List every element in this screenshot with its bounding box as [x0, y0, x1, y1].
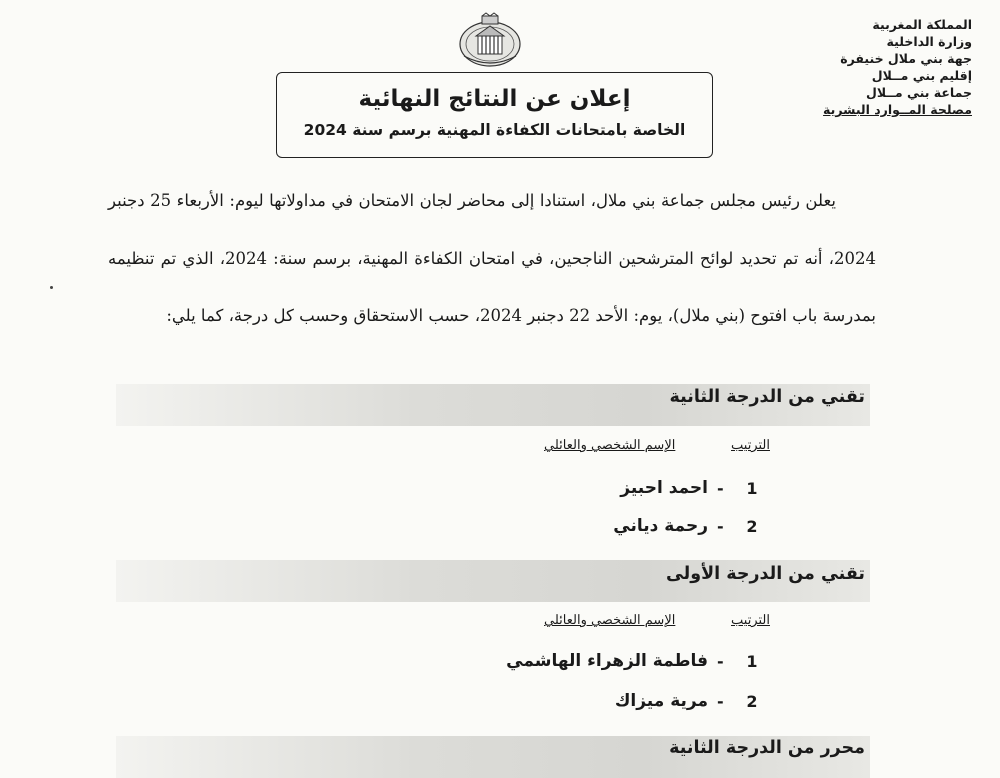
scan-speck [50, 286, 53, 289]
row-rank: 1 [746, 652, 758, 671]
rank-column-header: الترتيب [731, 438, 770, 453]
intro-paragraph [108, 172, 876, 345]
row-dash: - [717, 692, 724, 711]
candidate-name: احمد احبيز [620, 478, 708, 498]
row-dash: - [717, 517, 724, 536]
rank-column-header: الترتيب [731, 613, 770, 628]
section-title: محرر من الدرجة الثانية [669, 738, 865, 758]
administration-header [812, 16, 972, 118]
candidate-name: مرية ميزاك [614, 691, 708, 711]
row-rank: 2 [746, 692, 758, 711]
name-column-header: الإسم الشخصي والعائلي [544, 613, 676, 628]
header-ministry: وزارة الداخلية [886, 34, 972, 49]
row-dash: - [717, 479, 724, 498]
candidate-name: فاطمة الزهراء الهاشمي [506, 651, 708, 671]
announcement-title: إعلان عن النتائج النهائية [358, 86, 631, 112]
royal-emblem-icon [458, 12, 522, 68]
header-province: إقليم بني مــلال [871, 68, 972, 83]
name-column-header: الإسم الشخصي والعائلي [544, 438, 676, 453]
header-department: مصلحة المــوارد البشرية [823, 102, 972, 117]
header-region: جهة بني ملال خنيفرة [840, 51, 972, 66]
intro-text: يعلن رئيس مجلس جماعة بني ملال، استنادا إلى محاضر لجان الامتحان في مداولاتها ليوم: الأربعاء 25 دجنبر 2024، أنه تم تحديد لوائح المترشحين الناجحين، في امتحان الكفاءة المهنية، برسم سنة: 2024، الذي تم تنظيمه بمدرسة باب افتوح (بني ملال)، يوم: الأحد 22 دجنبر 2024، حسب الاستحقاق وحسب كل درجة، كما يلي: [108, 191, 876, 325]
row-rank: 2 [746, 517, 758, 536]
candidate-name: رحمة دياني [613, 516, 708, 536]
announcement-subtitle: الخاصة بامتحانات الكفاءة المهنية برسم سنة 2024 [303, 121, 686, 139]
section-title: تقني من الدرجة الثانية [669, 387, 865, 407]
section-title: تقني من الدرجة الأولى [665, 564, 865, 584]
header-commune: جماعة بني مــلال [866, 85, 972, 100]
header-kingdom: المملكة المغربية [872, 17, 972, 32]
row-dash: - [717, 652, 724, 671]
announcement-title-box [276, 72, 713, 158]
row-rank: 1 [746, 479, 758, 498]
